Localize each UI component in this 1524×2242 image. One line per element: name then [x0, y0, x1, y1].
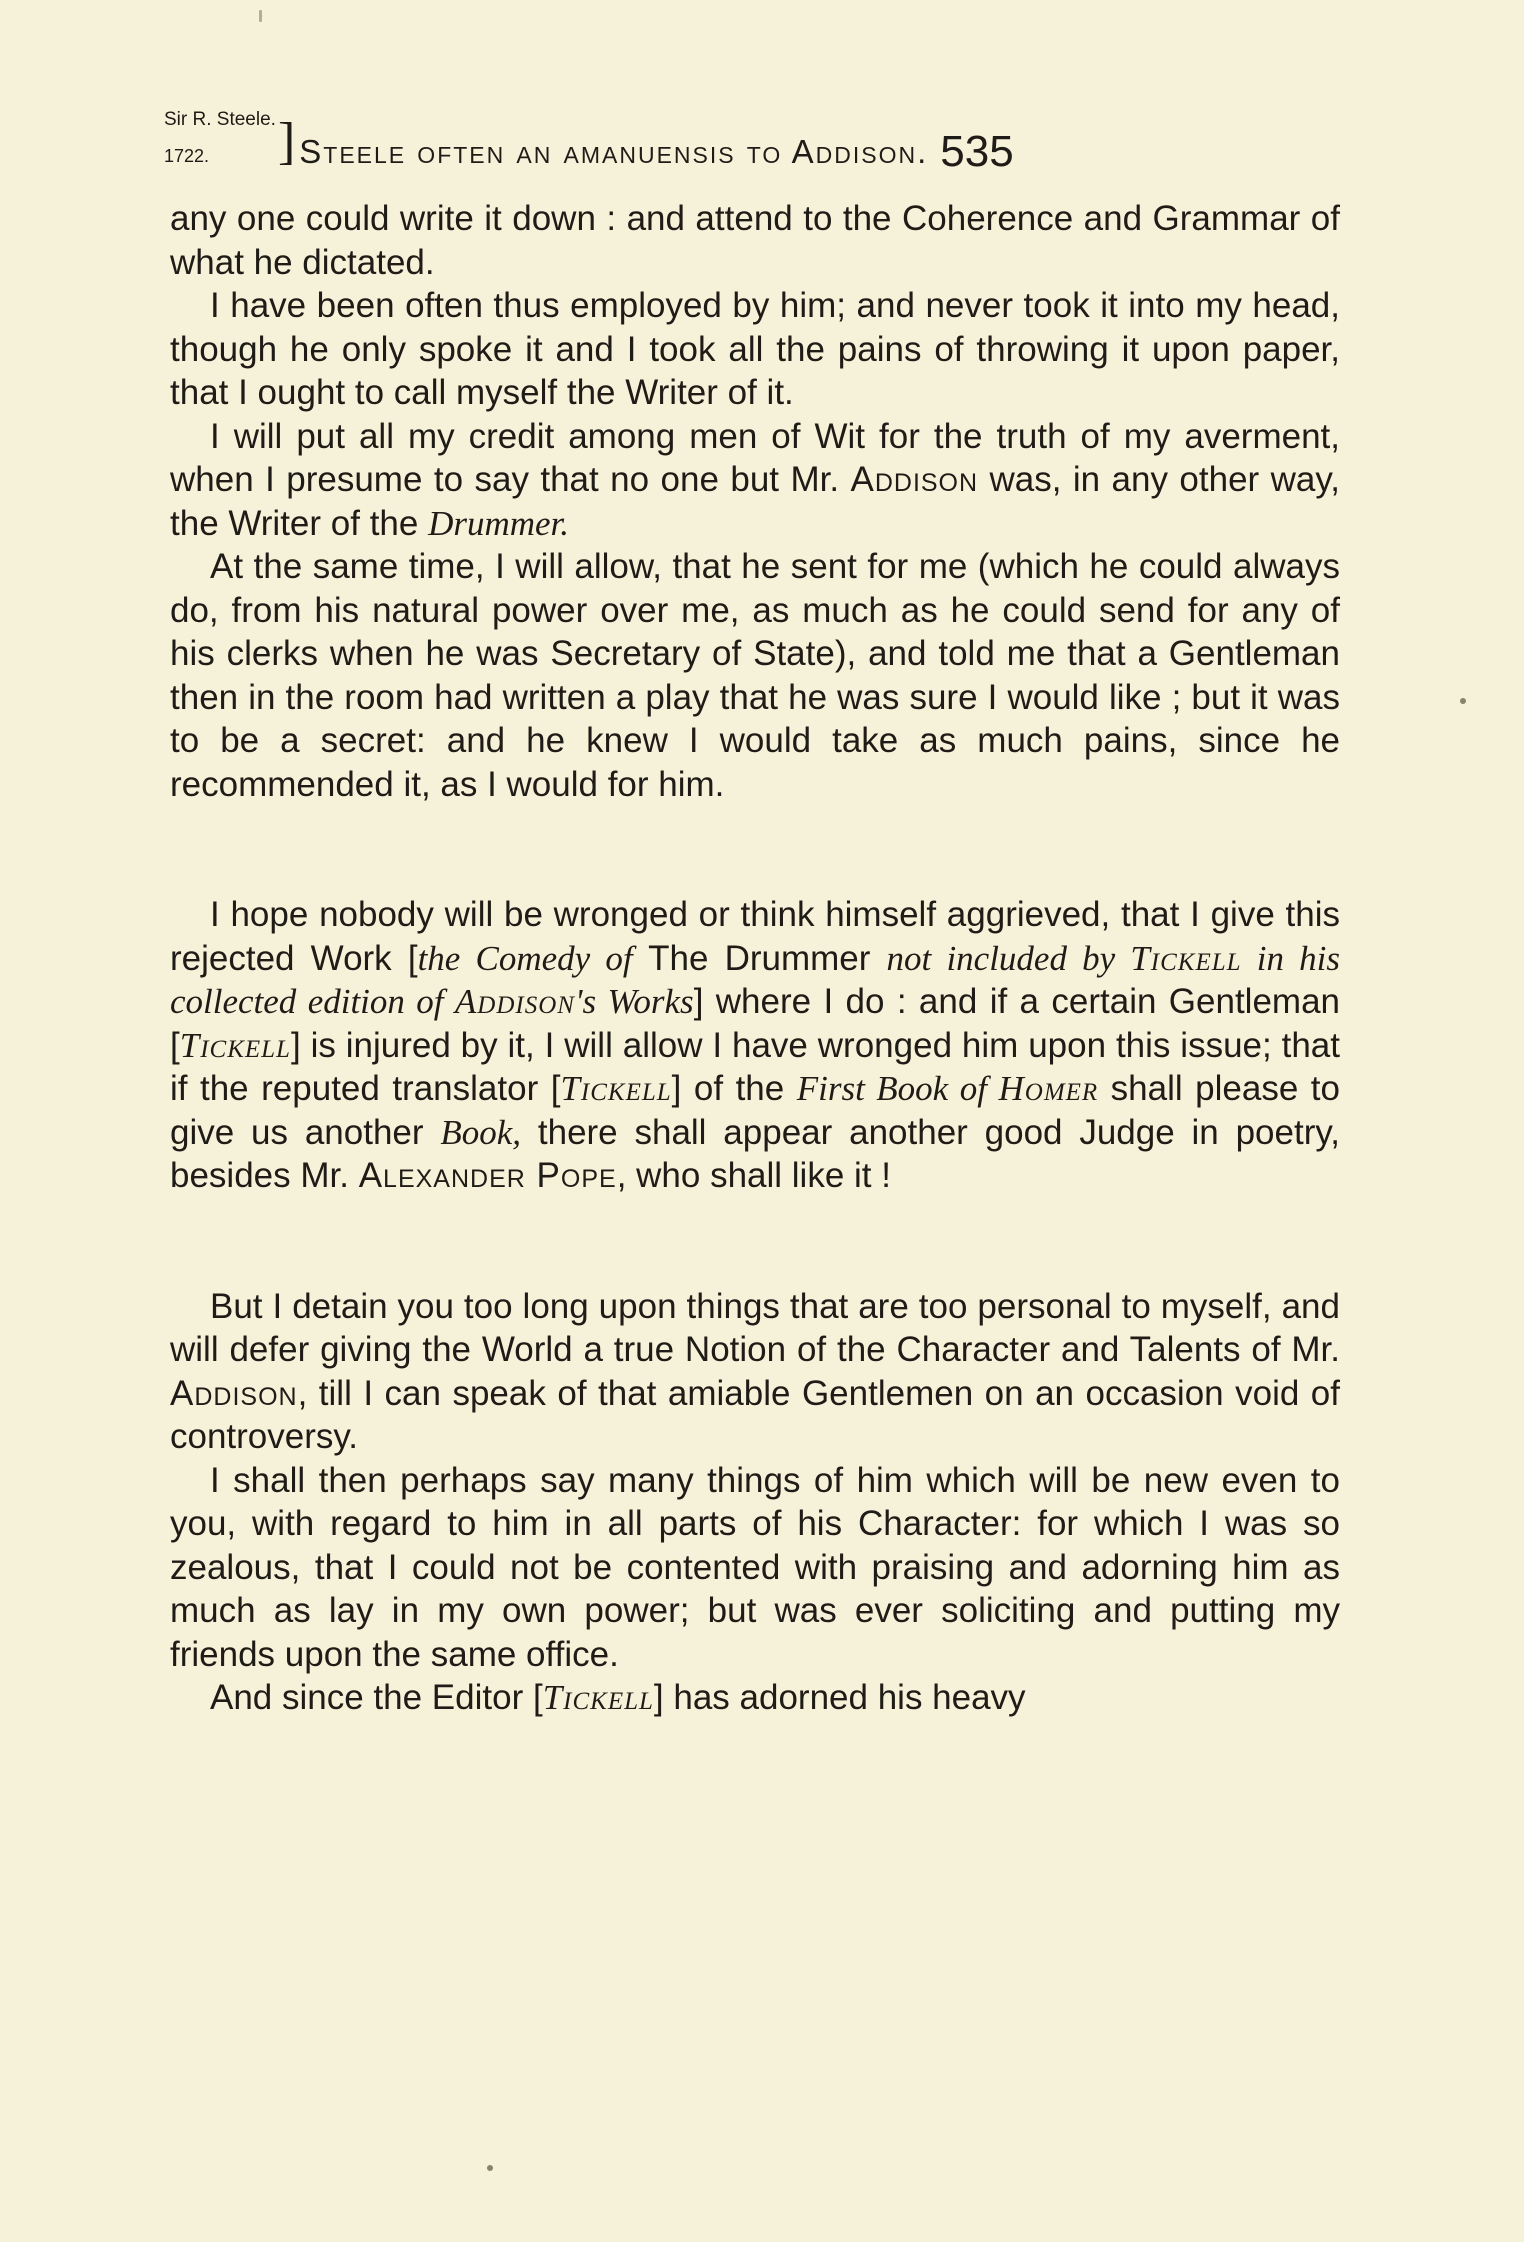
text-run: ] has adorned his heavy — [653, 1678, 1026, 1717]
word-book: Book, — [440, 1112, 522, 1152]
paragraph-7: I shall then perhaps say many things of him which will be new even to you, with regard to him in all parts of his Character: for which I was so zealous, that I could not be contented with praising and adorning him as much as lay in my own power; but was ever soliciting and putting my friends upon the same office. — [170, 1460, 1340, 1674]
side-note-year: 1722. — [164, 146, 210, 166]
editorial-note: 's Works — [574, 982, 694, 1021]
text-run: The Drummer — [632, 938, 887, 978]
name-tickell: Tickell — [560, 1069, 672, 1108]
side-note — [164, 109, 276, 166]
side-note-bracket: ] — [277, 113, 296, 170]
paper-speck — [259, 10, 262, 22]
paragraph-1: any one could write it down : and attend to the Coherence and Grammar of what he dictated. — [170, 199, 1340, 282]
text-run: ] is injured by it, I will allow I have wronged him upon this issue; that if the reputed translator [ — [170, 1025, 1340, 1108]
running-title: Steele often an amanuensis to Addison. — [299, 133, 929, 170]
text-run: ] where I do : and if a certain Gentleman [ — [170, 982, 1340, 1065]
paragraph-6 — [170, 1285, 1340, 1459]
section-gap — [170, 1198, 1340, 1285]
editorial-note: the Comedy of — [417, 938, 633, 978]
paragraph-5 — [170, 893, 1340, 1198]
text-run: And since the Editor [ — [210, 1678, 543, 1717]
title-first-book: First Book of — [796, 1069, 999, 1108]
text-run: I will put all my credit among men of Wit for the truth of my averment, when I presume to say that no one but Mr. — [170, 416, 1340, 499]
name-addison: Addison — [850, 460, 979, 499]
paragraph-2: I have been often thus employed by him; and never took it into my head, though he only spoke it and I took all the pains of throwing it upon paper, that I ought to call myself the Writer of it. — [170, 286, 1340, 412]
name-tickell: Tickell — [179, 1025, 291, 1065]
paper-speck — [487, 2165, 493, 2171]
name-addison: Addison — [454, 982, 575, 1021]
paper-speck — [1460, 698, 1466, 704]
name-tickell: Tickell — [1130, 938, 1242, 978]
name-addison: Addison — [170, 1373, 298, 1413]
paragraph-8 — [170, 1676, 1340, 1720]
side-note-author: Sir R. Steele. — [164, 109, 276, 130]
paragraph-3 — [170, 415, 1340, 546]
section-gap — [170, 806, 1340, 893]
name-tickell: Tickell — [542, 1678, 654, 1717]
text-run: , who shall like it ! — [616, 1156, 891, 1195]
name-alexander-pope: Alexander Pope — [358, 1156, 617, 1195]
body-text — [170, 197, 1340, 1720]
text-run: , till I can speak of that amiable Gentlemen on an occasion void of controversy. — [170, 1373, 1340, 1456]
text-run: was, in any other way, the Writer of the — [170, 460, 1340, 543]
text-run: I hope nobody will be wronged or think himself aggrieved, that I give this rejected Work [ — [170, 895, 1340, 978]
text-run: ] of the — [671, 1069, 797, 1108]
paragraph-4: At the same time, I will allow, that he sent for me (which he could always do, from his natural power over me, as much as he could send for any of his clerks when he was Secretary of State), and told me that a Gentleman then in the room had written a play that he was sure I would like ; but it was to be a secret: and he knew I would take as much pains, since he recommended it, as I would for him. — [170, 547, 1340, 804]
running-header — [164, 98, 1344, 176]
title-drummer: Drummer. — [428, 503, 570, 543]
name-homer: Homer — [998, 1069, 1099, 1108]
editorial-note: not included by — [886, 938, 1131, 978]
text-run: shall please to give us another — [170, 1069, 1340, 1152]
page-number: 535 — [940, 127, 1014, 176]
text-run: But I detain you too long upon things that are too personal to myself, and will defer giving the World a true Notion of the Character and Talents of Mr. — [170, 1286, 1340, 1369]
text-run: there shall appear another good Judge in poetry, besides Mr. — [170, 1112, 1340, 1195]
editorial-note: in his collected edition of — [170, 938, 1340, 1021]
